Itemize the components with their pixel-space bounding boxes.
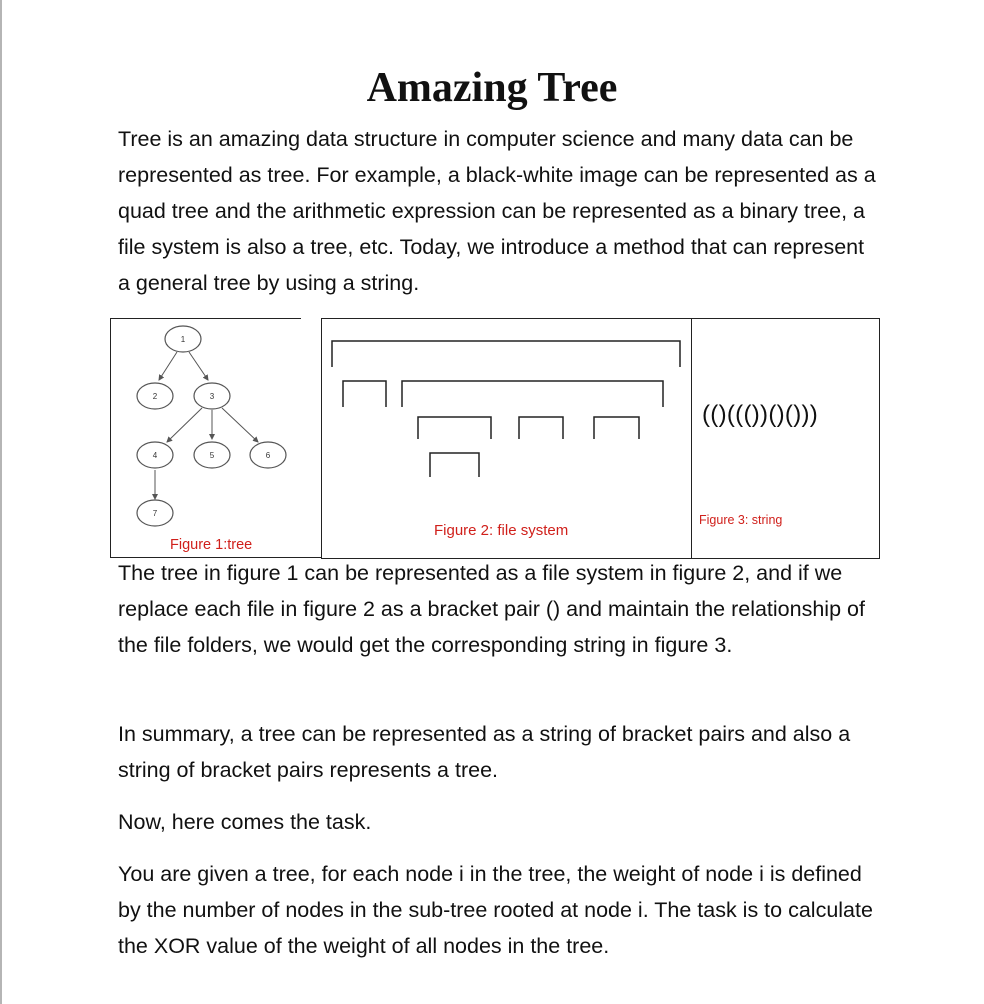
- tree-node-label: 4: [152, 451, 158, 460]
- tree-edge: [167, 408, 202, 442]
- figure-1-cell: [110, 318, 322, 558]
- tree-node-label: 7: [152, 509, 158, 518]
- folder-bracket: [519, 417, 563, 439]
- figure-2-caption: Figure 2: file system: [434, 522, 569, 539]
- explain-paragraph: The tree in figure 1 can be represented as a file system in figure 2, and if we replace each file in figure 2 as a bracket pair () and maintain the relationship of the file folders, we would get the corresponding string in figure 3.: [118, 561, 865, 657]
- figure-1-caption: Figure 1:tree: [170, 537, 253, 553]
- bracket-string: (()((())()())): [702, 401, 819, 428]
- folder-bracket: [594, 417, 639, 439]
- figure-2-cell: [321, 318, 692, 559]
- tree-node-label: 6: [265, 451, 271, 460]
- summary-paragraph: In summary, a tree can be represented as a string of bracket pairs and also a string of bracket pairs represents a tree.: [118, 722, 851, 782]
- tree-node-label: 1: [180, 335, 186, 344]
- task-paragraph: You are given a tree, for each node i in the tree, the weight of node i is defined by the number of nodes in the sub-tree rooted at node i. The task is to calculate the XOR value of the weight of all nodes in the tree.: [118, 862, 873, 958]
- folder-bracket: [343, 381, 386, 407]
- page-title: Amazing Tree: [366, 65, 618, 111]
- folder-bracket: [430, 453, 479, 477]
- tree-edge: [159, 352, 177, 380]
- folder-bracket: [332, 341, 680, 367]
- tree-node-label: 3: [209, 392, 215, 401]
- figure-3-caption: Figure 3: string: [699, 513, 783, 527]
- figure-table: [110, 318, 879, 557]
- figure-3-cell: [691, 318, 880, 559]
- tree-edge: [189, 352, 208, 380]
- tree-node-label: 2: [152, 392, 158, 401]
- page-left-border: [0, 0, 2, 1004]
- folder-bracket: [402, 381, 663, 407]
- tree-node-label: 5: [209, 451, 215, 460]
- tree-edge: [222, 408, 258, 442]
- folder-bracket: [418, 417, 491, 439]
- task-intro-paragraph: Now, here comes the task.: [118, 810, 372, 834]
- intro-paragraph: Tree is an amazing data structure in computer science and many data can be represented as tree. For example, a black-white image can be represented as a quad tree and the arithmetic expression can be represented as a binary tree, a file system is also a tree, etc. Today, we introduce a method that can represent a general tree by using a string.: [118, 127, 876, 295]
- tree-diagram: [111, 318, 322, 557]
